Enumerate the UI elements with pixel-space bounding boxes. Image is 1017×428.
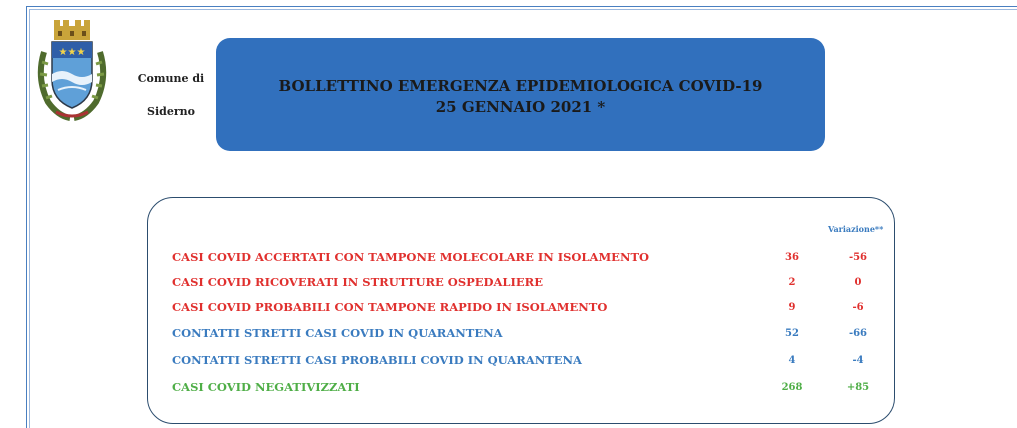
- bulletin-date: 25 GENNAIO 2021 *: [435, 98, 606, 116]
- page-border-left: [26, 6, 27, 428]
- table-row: [172, 326, 892, 342]
- row-value: 2: [788, 277, 796, 288]
- svg-text:★★★: ★★★: [58, 47, 86, 58]
- variation-column-header: Variazione**: [828, 224, 884, 234]
- row-label: CONTATTI STRETTI CASI COVID IN QUARANTENA: [172, 326, 503, 340]
- row-variation: -4: [852, 355, 864, 366]
- table-row: [172, 353, 892, 369]
- row-label: CASI COVID NEGATIVIZZATI: [172, 380, 360, 394]
- row-value: 36: [785, 252, 799, 263]
- page-border-top: [26, 6, 1017, 7]
- row-label: CONTATTI STRETTI CASI PROBABILI COVID IN QUARANTENA: [172, 353, 582, 367]
- page-border-top-inner: [29, 9, 1017, 10]
- page-border-left-inner: [29, 9, 30, 428]
- row-variation: 0: [854, 277, 862, 288]
- row-value: 4: [788, 355, 796, 366]
- bulletin-banner: [216, 38, 825, 151]
- table-row: [172, 275, 892, 291]
- row-variation: -56: [848, 252, 868, 263]
- coat-of-arms-logo: [34, 18, 110, 122]
- row-label: CASI COVID ACCERTATI CON TAMPONE MOLECOLARE IN ISOLAMENTO: [172, 250, 650, 264]
- row-value: 268: [781, 382, 803, 393]
- row-label: CASI COVID RICOVERATI IN STRUTTURE OSPEDALIERE: [172, 275, 543, 289]
- table-row: [172, 300, 892, 316]
- row-variation: +85: [846, 382, 870, 393]
- comune-line-2: Siderno: [147, 105, 195, 118]
- comune-label: [126, 62, 216, 128]
- row-value: 9: [788, 302, 796, 313]
- row-variation: -6: [852, 302, 864, 313]
- row-label: CASI COVID PROBABILI CON TAMPONE RAPIDO IN ISOLAMENTO: [172, 300, 608, 314]
- row-value: 52: [785, 328, 799, 339]
- comune-line-1: Comune di: [137, 72, 205, 85]
- table-row: [172, 380, 892, 396]
- bulletin-title: BOLLETTINO EMERGENZA EPIDEMIOLOGICA COVID-19: [278, 77, 763, 95]
- table-row: [172, 250, 892, 266]
- row-variation: -66: [848, 328, 868, 339]
